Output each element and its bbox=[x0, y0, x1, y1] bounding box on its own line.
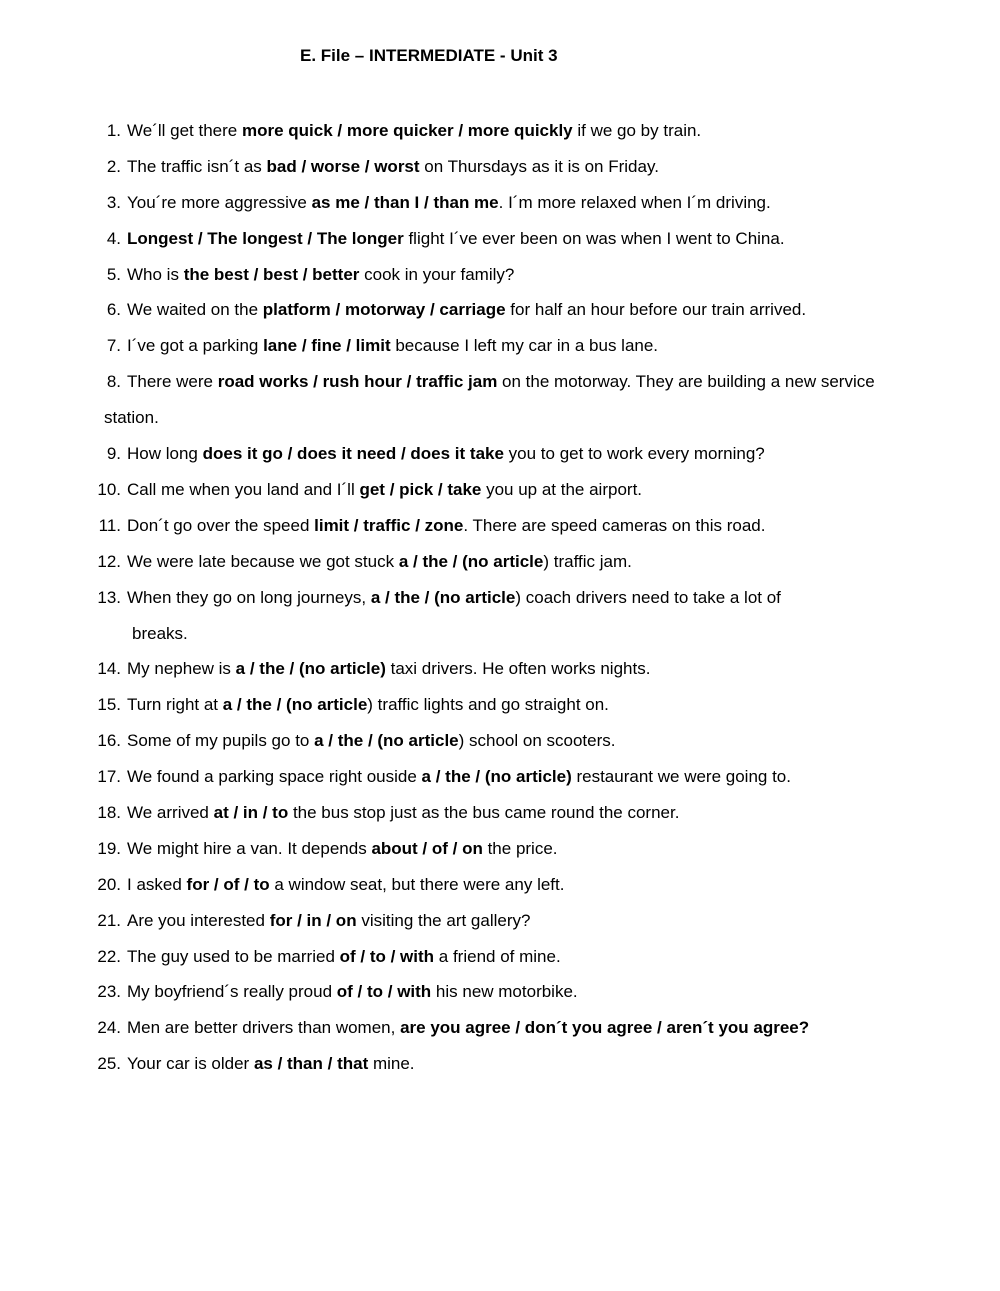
answer-options: lane / fine / limit bbox=[263, 336, 391, 356]
answer-options: more quick / more quicker / more quickly bbox=[241, 121, 573, 140]
sentence-text bbox=[127, 659, 650, 678]
sentence-text bbox=[127, 121, 701, 140]
sentence-text bbox=[127, 767, 791, 786]
item-number: 21. bbox=[97, 910, 121, 930]
sentence-fragment: My boyfriend´s really proud bbox=[127, 982, 337, 1002]
exercise-item bbox=[90, 117, 930, 153]
exercise-item bbox=[90, 296, 930, 332]
sentence-text bbox=[127, 300, 806, 319]
sentence-fragment: you up at the airport. bbox=[481, 479, 643, 499]
item-number: 22. bbox=[97, 946, 121, 966]
answer-options: about / of / on bbox=[371, 838, 483, 858]
sentence-fragment: We were late because we got stuck bbox=[127, 551, 399, 571]
exercise-item bbox=[90, 476, 930, 512]
exercise-item bbox=[90, 1050, 930, 1086]
sentence-text bbox=[127, 265, 514, 284]
answer-options: a / the / (no article) bbox=[421, 767, 572, 787]
sentence-fragment: a window seat, but there were any left. bbox=[269, 874, 565, 894]
sentence-text bbox=[127, 193, 771, 212]
sentence-fragment: You´re more aggressive bbox=[127, 192, 312, 212]
sentence-text bbox=[127, 157, 659, 176]
sentence-text bbox=[127, 480, 642, 499]
sentence-fragment: Who is bbox=[127, 264, 184, 284]
sentence-text bbox=[127, 803, 679, 822]
sentence-fragment: mine. bbox=[368, 1054, 415, 1074]
sentence-fragment: Some of my pupils go to bbox=[127, 731, 315, 751]
answer-options: a / the / (no article) bbox=[235, 659, 386, 679]
exercise-item bbox=[90, 799, 930, 835]
sentence-fragment: the price. bbox=[482, 838, 558, 858]
exercise-item bbox=[90, 727, 930, 763]
answer-options: at / in / to bbox=[213, 802, 289, 822]
exercise-item bbox=[90, 261, 930, 297]
sentence-fragment: on Thursdays as it is on Friday. bbox=[419, 156, 659, 176]
answer-options: bad / worse / worst bbox=[266, 156, 420, 176]
sentence-fragment: We might hire a van. It depends bbox=[127, 838, 372, 858]
sentence-fragment: because I left my car in a bus lane. bbox=[390, 336, 659, 356]
sentence-fragment: My nephew is bbox=[127, 659, 236, 679]
exercise-item bbox=[90, 871, 930, 907]
item-number: 18. bbox=[97, 802, 121, 822]
page-title: E. File – INTERMEDIATE - Unit 3 bbox=[300, 46, 558, 65]
answer-options: limit / traffic / zone bbox=[314, 515, 464, 535]
sentence-fragment: ) traffic lights and go straight on. bbox=[367, 695, 609, 715]
sentence-text bbox=[127, 947, 561, 966]
answer-options: platform / motorway / carriage bbox=[262, 300, 506, 320]
item-number: 17. bbox=[97, 767, 121, 787]
answer-options: get / pick / take bbox=[359, 479, 482, 499]
sentence-fragment: The traffic isn´t as bbox=[127, 156, 267, 176]
sentence-fragment: Are you interested bbox=[127, 910, 270, 930]
answer-options: of / to / with bbox=[336, 982, 432, 1002]
answer-options: road works / rush hour / traffic jam bbox=[217, 372, 498, 392]
answer-options: as me / than I / than me bbox=[311, 192, 499, 212]
sentence-fragment: We found a parking space right ouside bbox=[127, 767, 422, 787]
sentence-fragment: When they go on long journeys, bbox=[127, 587, 371, 607]
sentence-text bbox=[127, 516, 765, 535]
item-number: 24. bbox=[97, 1018, 121, 1038]
answer-options: a / the / (no article bbox=[370, 587, 516, 607]
sentence-continuation: breaks. bbox=[132, 623, 188, 643]
sentence-text bbox=[127, 982, 578, 1001]
sentence-text bbox=[127, 588, 781, 607]
sentence-text bbox=[127, 1018, 809, 1037]
sentence-fragment: Men are better drivers than women, bbox=[127, 1018, 401, 1038]
answer-options: the best / best / better bbox=[183, 264, 360, 284]
exercise-item bbox=[90, 691, 930, 727]
sentence-fragment: restaurant we were going to. bbox=[571, 767, 791, 787]
item-number: 7. bbox=[106, 336, 121, 356]
exercise-item bbox=[90, 512, 930, 548]
sentence-fragment: There were bbox=[127, 372, 218, 392]
answer-options: for / in / on bbox=[269, 910, 357, 930]
sentence-text bbox=[127, 695, 609, 714]
sentence-continuation: station. bbox=[104, 408, 159, 428]
answer-options: a / the / (no article bbox=[314, 731, 459, 751]
sentence-fragment: on the motorway. They are building a new service bbox=[497, 372, 875, 392]
sentence-fragment: Turn right at bbox=[127, 695, 223, 715]
exercise-item bbox=[90, 332, 930, 368]
item-number: 15. bbox=[97, 695, 121, 715]
exercise-item bbox=[90, 189, 930, 225]
exercise-item bbox=[90, 763, 930, 799]
sentence-text bbox=[127, 875, 564, 894]
item-number: 25. bbox=[97, 1054, 121, 1074]
exercise-item bbox=[90, 978, 930, 1014]
sentence-text bbox=[127, 552, 632, 571]
sentence-fragment: Don´t go over the speed bbox=[127, 515, 315, 535]
sentence-fragment: flight I´ve ever been on was when I went to China. bbox=[403, 228, 785, 248]
exercise-item bbox=[90, 548, 930, 584]
exercise-item bbox=[90, 153, 930, 189]
sentence-text bbox=[127, 336, 658, 355]
sentence-fragment: The guy used to be married bbox=[127, 946, 340, 966]
sentence-fragment: ) coach drivers need to take a lot of bbox=[515, 587, 781, 607]
sentence-fragment: How long bbox=[127, 444, 203, 464]
sentence-text bbox=[127, 1054, 415, 1073]
exercise-item bbox=[90, 907, 930, 943]
exercise-item bbox=[90, 584, 930, 656]
item-number: 9. bbox=[106, 444, 121, 464]
item-number: 16. bbox=[97, 731, 121, 751]
exercise-item bbox=[90, 1014, 930, 1050]
item-number: 5. bbox=[106, 264, 121, 284]
sentence-fragment: cook in your family? bbox=[359, 264, 515, 284]
sentence-fragment: I asked bbox=[127, 874, 187, 894]
item-number: 3. bbox=[106, 192, 121, 212]
item-number: 10. bbox=[97, 479, 121, 499]
sentence-fragment: you to get to work every morning? bbox=[503, 444, 765, 464]
item-number: 12. bbox=[97, 551, 121, 571]
sentence-text bbox=[127, 731, 616, 750]
sentence-fragment: his new motorbike. bbox=[431, 982, 578, 1002]
exercise-item bbox=[90, 368, 930, 440]
sentence-fragment: a friend of mine. bbox=[434, 946, 561, 966]
sentence-fragment: ) school on scooters. bbox=[458, 731, 616, 751]
answer-options: a / the / (no article bbox=[222, 695, 368, 715]
sentence-fragment: Call me when you land and I´ll bbox=[127, 479, 360, 499]
sentence-text bbox=[127, 839, 558, 858]
item-number: 4. bbox=[106, 228, 121, 248]
exercise-list bbox=[90, 117, 930, 1086]
item-number: 1. bbox=[106, 121, 121, 140]
item-number: 13. bbox=[97, 587, 121, 607]
answer-options: a / the / (no article bbox=[398, 551, 544, 571]
sentence-fragment: for half an hour before our train arrived. bbox=[505, 300, 807, 320]
answer-options: Longest / The longest / The longer bbox=[127, 228, 404, 248]
answer-options: as / than / that bbox=[253, 1054, 369, 1074]
exercise-item bbox=[90, 655, 930, 691]
item-number: 6. bbox=[106, 300, 121, 320]
item-number: 23. bbox=[97, 982, 121, 1002]
item-number: 11. bbox=[98, 515, 121, 535]
sentence-fragment: Your car is older bbox=[127, 1054, 254, 1074]
answer-options: for / of / to bbox=[186, 874, 270, 894]
item-number: 2. bbox=[106, 156, 121, 176]
sentence-fragment: visiting the art gallery? bbox=[356, 910, 531, 930]
answer-options: of / to / with bbox=[339, 946, 435, 966]
sentence-fragment: I´ve got a parking bbox=[127, 336, 264, 356]
sentence-fragment: the bus stop just as the bus came round the corner. bbox=[288, 802, 680, 822]
sentence-fragment: . There are speed cameras on this road. bbox=[463, 515, 766, 535]
answer-options: does it go / does it need / does it take bbox=[202, 444, 504, 464]
exercise-item bbox=[90, 440, 930, 476]
sentence-fragment: ) traffic jam. bbox=[543, 551, 632, 571]
sentence-text bbox=[127, 372, 875, 391]
sentence-text bbox=[127, 911, 530, 930]
sentence-text bbox=[127, 444, 765, 463]
sentence-fragment: . I´m more relaxed when I´m driving. bbox=[498, 192, 771, 212]
sentence-text bbox=[127, 229, 785, 248]
exercise-item bbox=[90, 835, 930, 871]
item-number: 14. bbox=[97, 659, 121, 679]
sentence-fragment: We´ll get there bbox=[127, 121, 242, 140]
sentence-fragment: We waited on the bbox=[127, 300, 263, 320]
sentence-fragment: if we go by train. bbox=[572, 121, 702, 140]
item-number: 19. bbox=[97, 838, 121, 858]
item-number: 8. bbox=[106, 372, 121, 392]
sentence-fragment: taxi drivers. He often works nights. bbox=[385, 659, 651, 679]
answer-options: are you agree / don´t you agree / aren´t you agree? bbox=[400, 1018, 810, 1038]
item-number: 20. bbox=[97, 874, 121, 894]
exercise-item bbox=[90, 943, 930, 979]
sentence-fragment: We arrived bbox=[127, 802, 214, 822]
exercise-item bbox=[90, 225, 930, 261]
